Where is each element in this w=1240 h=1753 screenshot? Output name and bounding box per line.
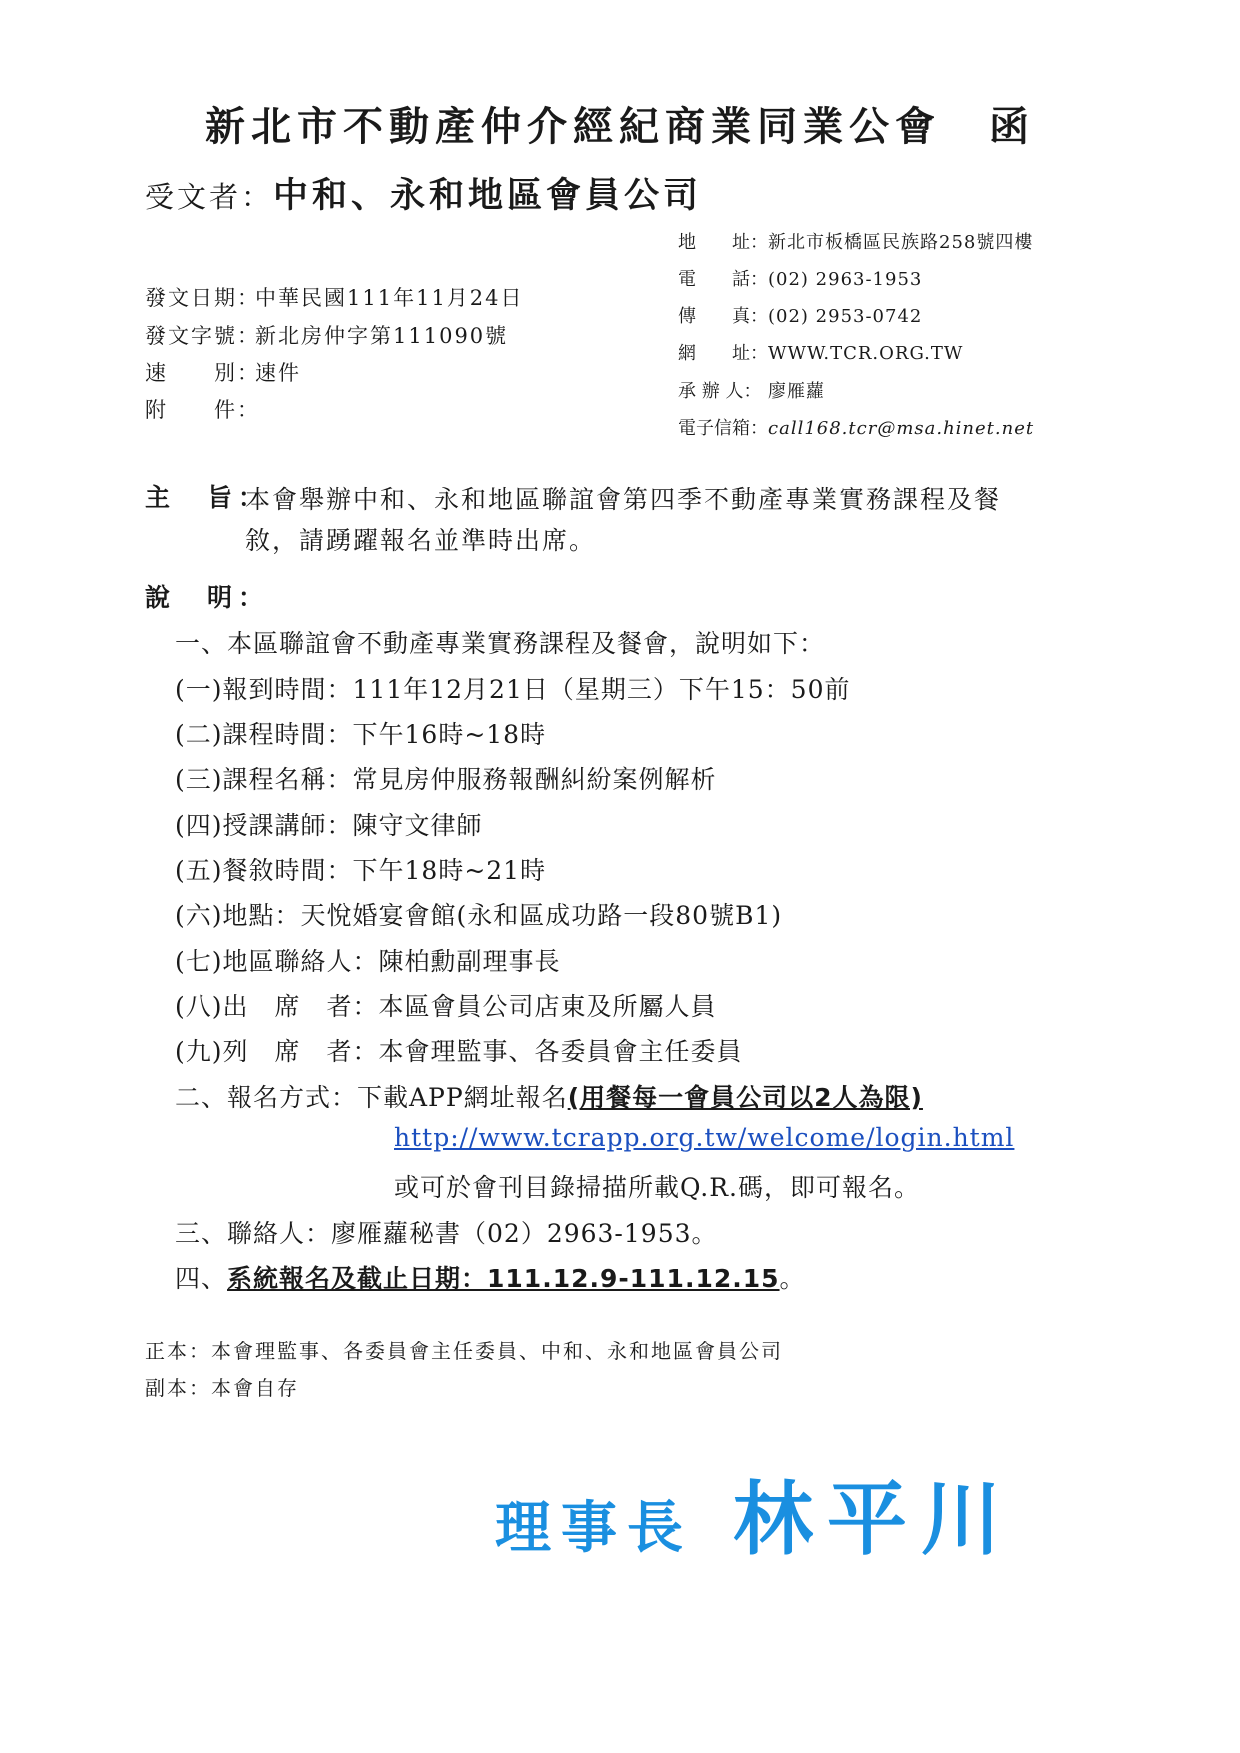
meta-date xyxy=(145,282,524,312)
web-label: 網 址： xyxy=(678,343,768,364)
phone-label: 電 話： xyxy=(678,269,768,290)
explanation-section-4 xyxy=(175,1259,806,1295)
registration-alt: 或可於會刊目錄掃描所載Q.R.碼，即可報名。 xyxy=(394,1173,920,1202)
explanation-item-8: (八)出 席 者：本區會員公司店東及所屬人員 xyxy=(175,992,717,1021)
contact-email xyxy=(678,414,1034,440)
document-title xyxy=(0,95,1240,152)
fax-label: 傳 真： xyxy=(678,306,768,327)
handler-label: 承 辦 人： xyxy=(678,381,762,402)
date-label: 發文日期： xyxy=(145,286,260,310)
explanation-label: 說 明： xyxy=(145,583,270,612)
email-label: 電子信箱： xyxy=(678,418,768,439)
handler-value: 廖雁蘿 xyxy=(768,381,825,402)
signature-name: 林平川 xyxy=(733,1473,1015,1566)
contact-address xyxy=(678,228,1033,254)
recipient-line xyxy=(145,168,702,218)
signature xyxy=(495,1455,1015,1570)
explanation-section-3: 三、聯絡人：廖雁蘿秘書（02）2963-1953。 xyxy=(175,1219,718,1248)
meta-attachment xyxy=(145,394,260,424)
explanation-item-6: (六)地點：天悅婚宴會館(永和區成功路一段80號B1) xyxy=(175,901,783,930)
registration-method: 二、報名方式：下載APP網址報名 xyxy=(175,1083,568,1112)
address-value: 新北市板橋區民族路258號四樓 xyxy=(768,232,1034,253)
fax-value: (02) 2953-0742 xyxy=(768,306,923,327)
meta-speed xyxy=(145,357,301,387)
registration-note: (用餐每一會員公司以2人為限) xyxy=(567,1083,923,1112)
explanation-item-3: (三)課程名稱：常見房仲服務報酬糾紛案例解析 xyxy=(175,765,717,794)
email-value: call168.tcr@msa.hinet.net xyxy=(768,418,1035,439)
explanation-item-1: (一)報到時間：111年12月21日（星期三）下午15：50前 xyxy=(175,675,851,704)
explanation-item-5: (五)餐敘時間：下午18時~21時 xyxy=(175,856,547,885)
recipient-label: 受文者： xyxy=(145,180,274,214)
explanation-section-1: 一、本區聯誼會不動產專業實務課程及餐會，說明如下： xyxy=(175,629,826,658)
address-label: 地 址： xyxy=(678,232,768,253)
speed-value: 速件 xyxy=(255,361,301,385)
explanation-item-4: (四)授課講師：陳守文律師 xyxy=(175,811,483,840)
attachment-label: 附 件： xyxy=(145,398,260,422)
contact-phone xyxy=(678,265,922,291)
web-value: WWW.TCR.ORG.TW xyxy=(768,343,964,364)
org-name: 新北市不動產仲介經紀商業同業公會 xyxy=(205,104,941,150)
explanation-item-7: (七)地區聯絡人：陳柏勳副理事長 xyxy=(175,947,561,976)
contact-fax xyxy=(678,302,922,328)
registration-link[interactable]: http://www.tcrapp.org.tw/welcome/login.html xyxy=(394,1123,1015,1152)
explanation-item-2: (二)課程時間：下午16時~18時 xyxy=(175,720,547,749)
explanation-section-2 xyxy=(175,1078,923,1114)
number-label: 發文字號： xyxy=(145,324,260,348)
explanation-item-9: (九)列 席 者：本會理監事、各委員會主任委員 xyxy=(175,1037,743,1066)
distribution-copy: 副本：本會自存 xyxy=(145,1376,299,1400)
date-value: 中華民國111年11月24日 xyxy=(255,286,524,310)
phone-value: (02) 2963-1953 xyxy=(768,269,923,290)
contact-handler xyxy=(678,377,825,403)
deadline-prefix: 四、 xyxy=(175,1264,228,1293)
number-value: 新北房仲字第111090號 xyxy=(255,324,509,348)
subject-line-1: 本會舉辦中和、永和地區聯誼會第四季不動產專業實務課程及餐 xyxy=(245,485,1002,514)
speed-label: 速 別： xyxy=(145,361,260,385)
distribution-original: 正本：本會理監事、各委員會主任委員、中和、永和地區會員公司 xyxy=(145,1339,783,1363)
deadline-suffix: 。 xyxy=(779,1264,806,1293)
doc-type: 函 xyxy=(989,104,1035,150)
subject-label: 主 旨： xyxy=(145,483,270,512)
recipient-value: 中和、永和地區會員公司 xyxy=(273,176,703,216)
signature-title: 理事長 xyxy=(495,1496,693,1561)
deadline-text: 系統報名及截止日期：111.12.9-111.12.15 xyxy=(227,1264,780,1293)
meta-number xyxy=(145,320,508,350)
subject-line-2: 敘，請踴躍報名並準時出席。 xyxy=(245,526,597,555)
contact-web xyxy=(678,339,963,365)
